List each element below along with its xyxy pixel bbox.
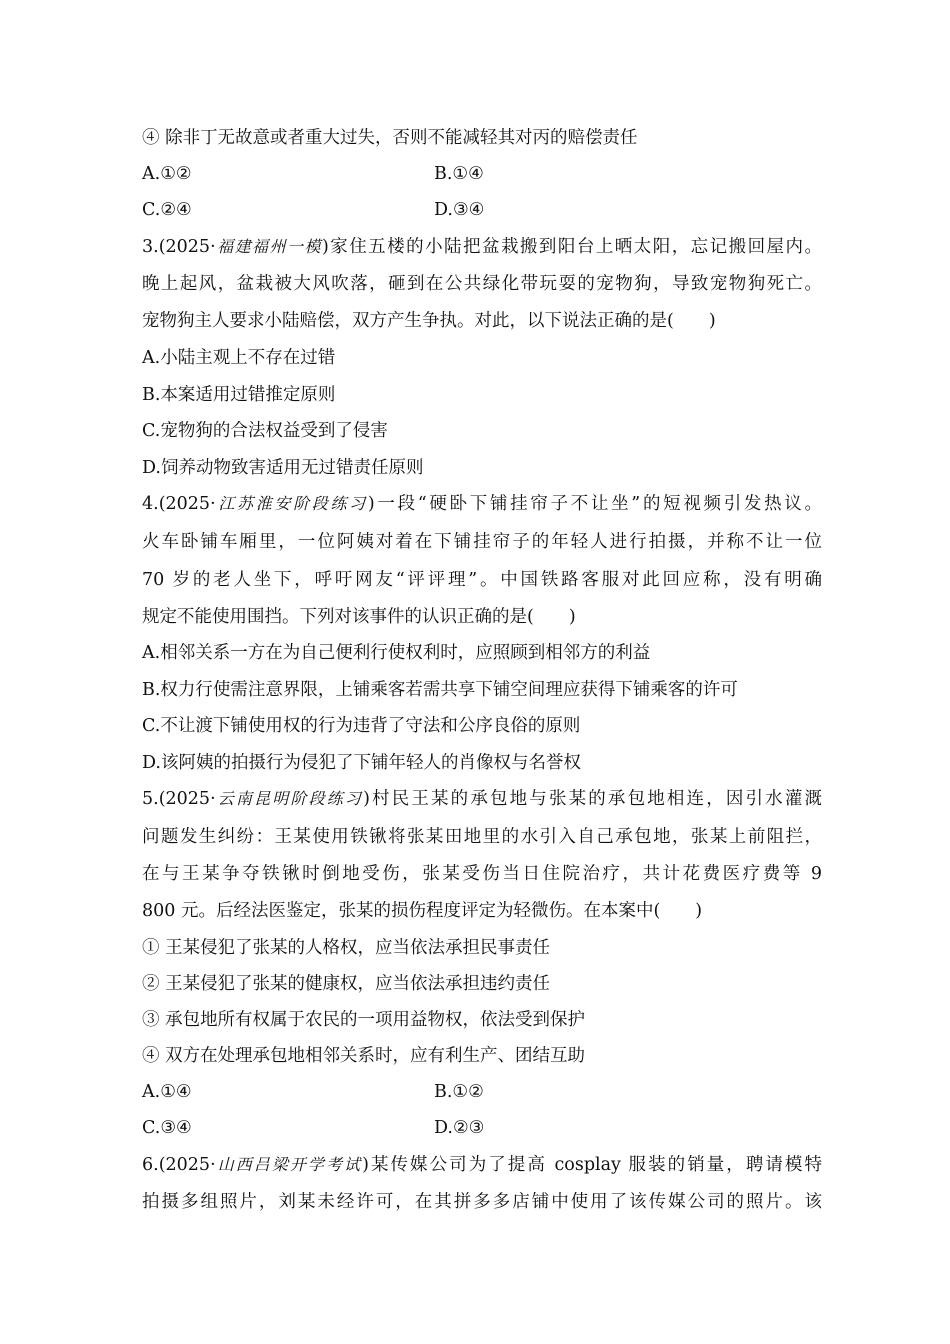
q5-item-4: ④ 双方在处理承包地相邻关系时，应有利生产、团结互助 [142, 1046, 586, 1066]
q5-item-1: ① 王某侵犯了张某的人格权，应当依法承担民事责任 [142, 938, 551, 958]
q4-stem-line-4: 规定不能使用围挡。下列对该事件的认识正确的是( ) [142, 607, 576, 627]
q5-item-2: ② 王某侵犯了张某的健康权，应当依法承担违约责任 [142, 974, 551, 994]
q4-option-c: C.不让渡下铺使用权的行为违背了守法和公序良俗的原则 [142, 716, 581, 736]
q6-stem-line-1 [142, 1153, 822, 1177]
q6-year: 2025· [165, 1155, 216, 1175]
prev-option-d: D.③④ [434, 200, 485, 220]
q5-stem-line-2: 问题发生纠纷：王某使用铁锹将张某田地里的水引入自己承包地，张某上前阻拦， [142, 827, 822, 847]
q4-stem-1: )一段“硬卧下铺挂帘子不让坐”的短视频引发热议。 [367, 494, 822, 514]
q4-stem-line-1 [142, 492, 822, 516]
prev-option-b: B.①④ [434, 164, 484, 184]
q3-source: 福建福州一模 [215, 237, 322, 256]
q3-stem-line-3: 宠物狗主人要求小陆赔偿，双方产生争执。对此，以下说法正确的是( ) [142, 311, 716, 331]
q5-stem-1: )村民王某的承包地与张某的承包地相连，因引水灌溉 [363, 789, 822, 809]
q3-stem-line-1 [142, 235, 822, 259]
q6-source: 山西吕梁开学考试 [215, 1155, 363, 1174]
q4-option-d: D.该阿姨的拍摄行为侵犯了下铺年轻人的肖像权与名誉权 [142, 753, 581, 773]
q6-stem-1: )某传媒公司为了提高 cosplay 服装的销量，聘请模特 [362, 1155, 822, 1175]
q5-option-c: C.③④ [142, 1118, 192, 1138]
q6-stem-line-2: 拍摄多组照片，刘某未经许可，在其拼多多店铺中使用了该传媒公司的照片。该 [142, 1192, 822, 1212]
prev-options-row-2 [142, 198, 822, 222]
q5-year: 2025· [165, 789, 216, 809]
q5-stem-line-4: 800 元。后经法医鉴定，张某的损伤程度评定为轻微伤。在本案中( ) [142, 901, 703, 921]
q4-option-b: B.权力行使需注意界限，上铺乘客若需共享下铺空间理应获得下铺乘客的许可 [142, 680, 738, 700]
prev-options-row-1 [142, 162, 822, 186]
q3-stem-1: )家住五楼的小陆把盆栽搬到阳台上晒太阳，忘记搬回屋内。 [321, 237, 822, 257]
q4-option-a: A.相邻关系一方在为自己便利行使权利时，应照顾到相邻方的利益 [142, 643, 651, 663]
q4-number: 4.( [142, 494, 166, 514]
q4-year: 2025· [165, 494, 216, 514]
q4-stem-line-2: 火车卧铺车厢里，一位阿姨对着在下铺挂帘子的年轻人进行拍摄，并称不让一位 [142, 532, 822, 552]
prev-option-a: A.①② [142, 164, 192, 184]
q3-stem-line-2: 晚上起风，盆栽被大风吹落，砸到在公共绿化带玩耍的宠物狗，导致宠物狗死亡。 [142, 274, 822, 294]
q5-option-b: B.①② [434, 1082, 484, 1102]
q5-options-row-2 [142, 1116, 822, 1140]
q5-source: 云南昆明阶段练习 [215, 789, 364, 808]
q5-item-3: ③ 承包地所有权属于农民的一项用益物权，依法受到保护 [142, 1010, 586, 1030]
q3-option-b: B.本案适用过错推定原则 [142, 385, 336, 405]
prev-option-c: C.②④ [142, 200, 192, 220]
q5-option-a: A.①④ [142, 1082, 192, 1102]
q3-option-c: C.宠物狗的合法权益受到了侵害 [142, 421, 388, 441]
q4-stem-line-3: 70 岁的老人坐下，呼吁网友“评评理”。中国铁路客服对此回应称，没有明确 [142, 570, 822, 590]
q5-stem-line-1 [142, 787, 822, 811]
q5-options-row-1 [142, 1080, 822, 1104]
q4-source: 江苏淮安阶段练习 [215, 494, 368, 513]
q5-option-d: D.②③ [434, 1118, 485, 1138]
prev-item-4: ④ 除非丁无故意或者重大过失，否则不能减轻其对丙的赔偿责任 [142, 128, 638, 148]
q3-number: 3.( [142, 237, 166, 257]
q3-year: 2025· [165, 237, 216, 257]
q5-number: 5.( [142, 789, 166, 809]
q3-option-a: A.小陆主观上不存在过错 [142, 348, 336, 368]
q5-stem-line-3: 在与王某争夺铁锹时倒地受伤，张某受伤当日住院治疗，共计花费医疗费等 9 [142, 864, 822, 884]
q6-number: 6.( [142, 1155, 166, 1175]
q3-option-d: D.饲养动物致害适用无过错责任原则 [142, 458, 424, 478]
